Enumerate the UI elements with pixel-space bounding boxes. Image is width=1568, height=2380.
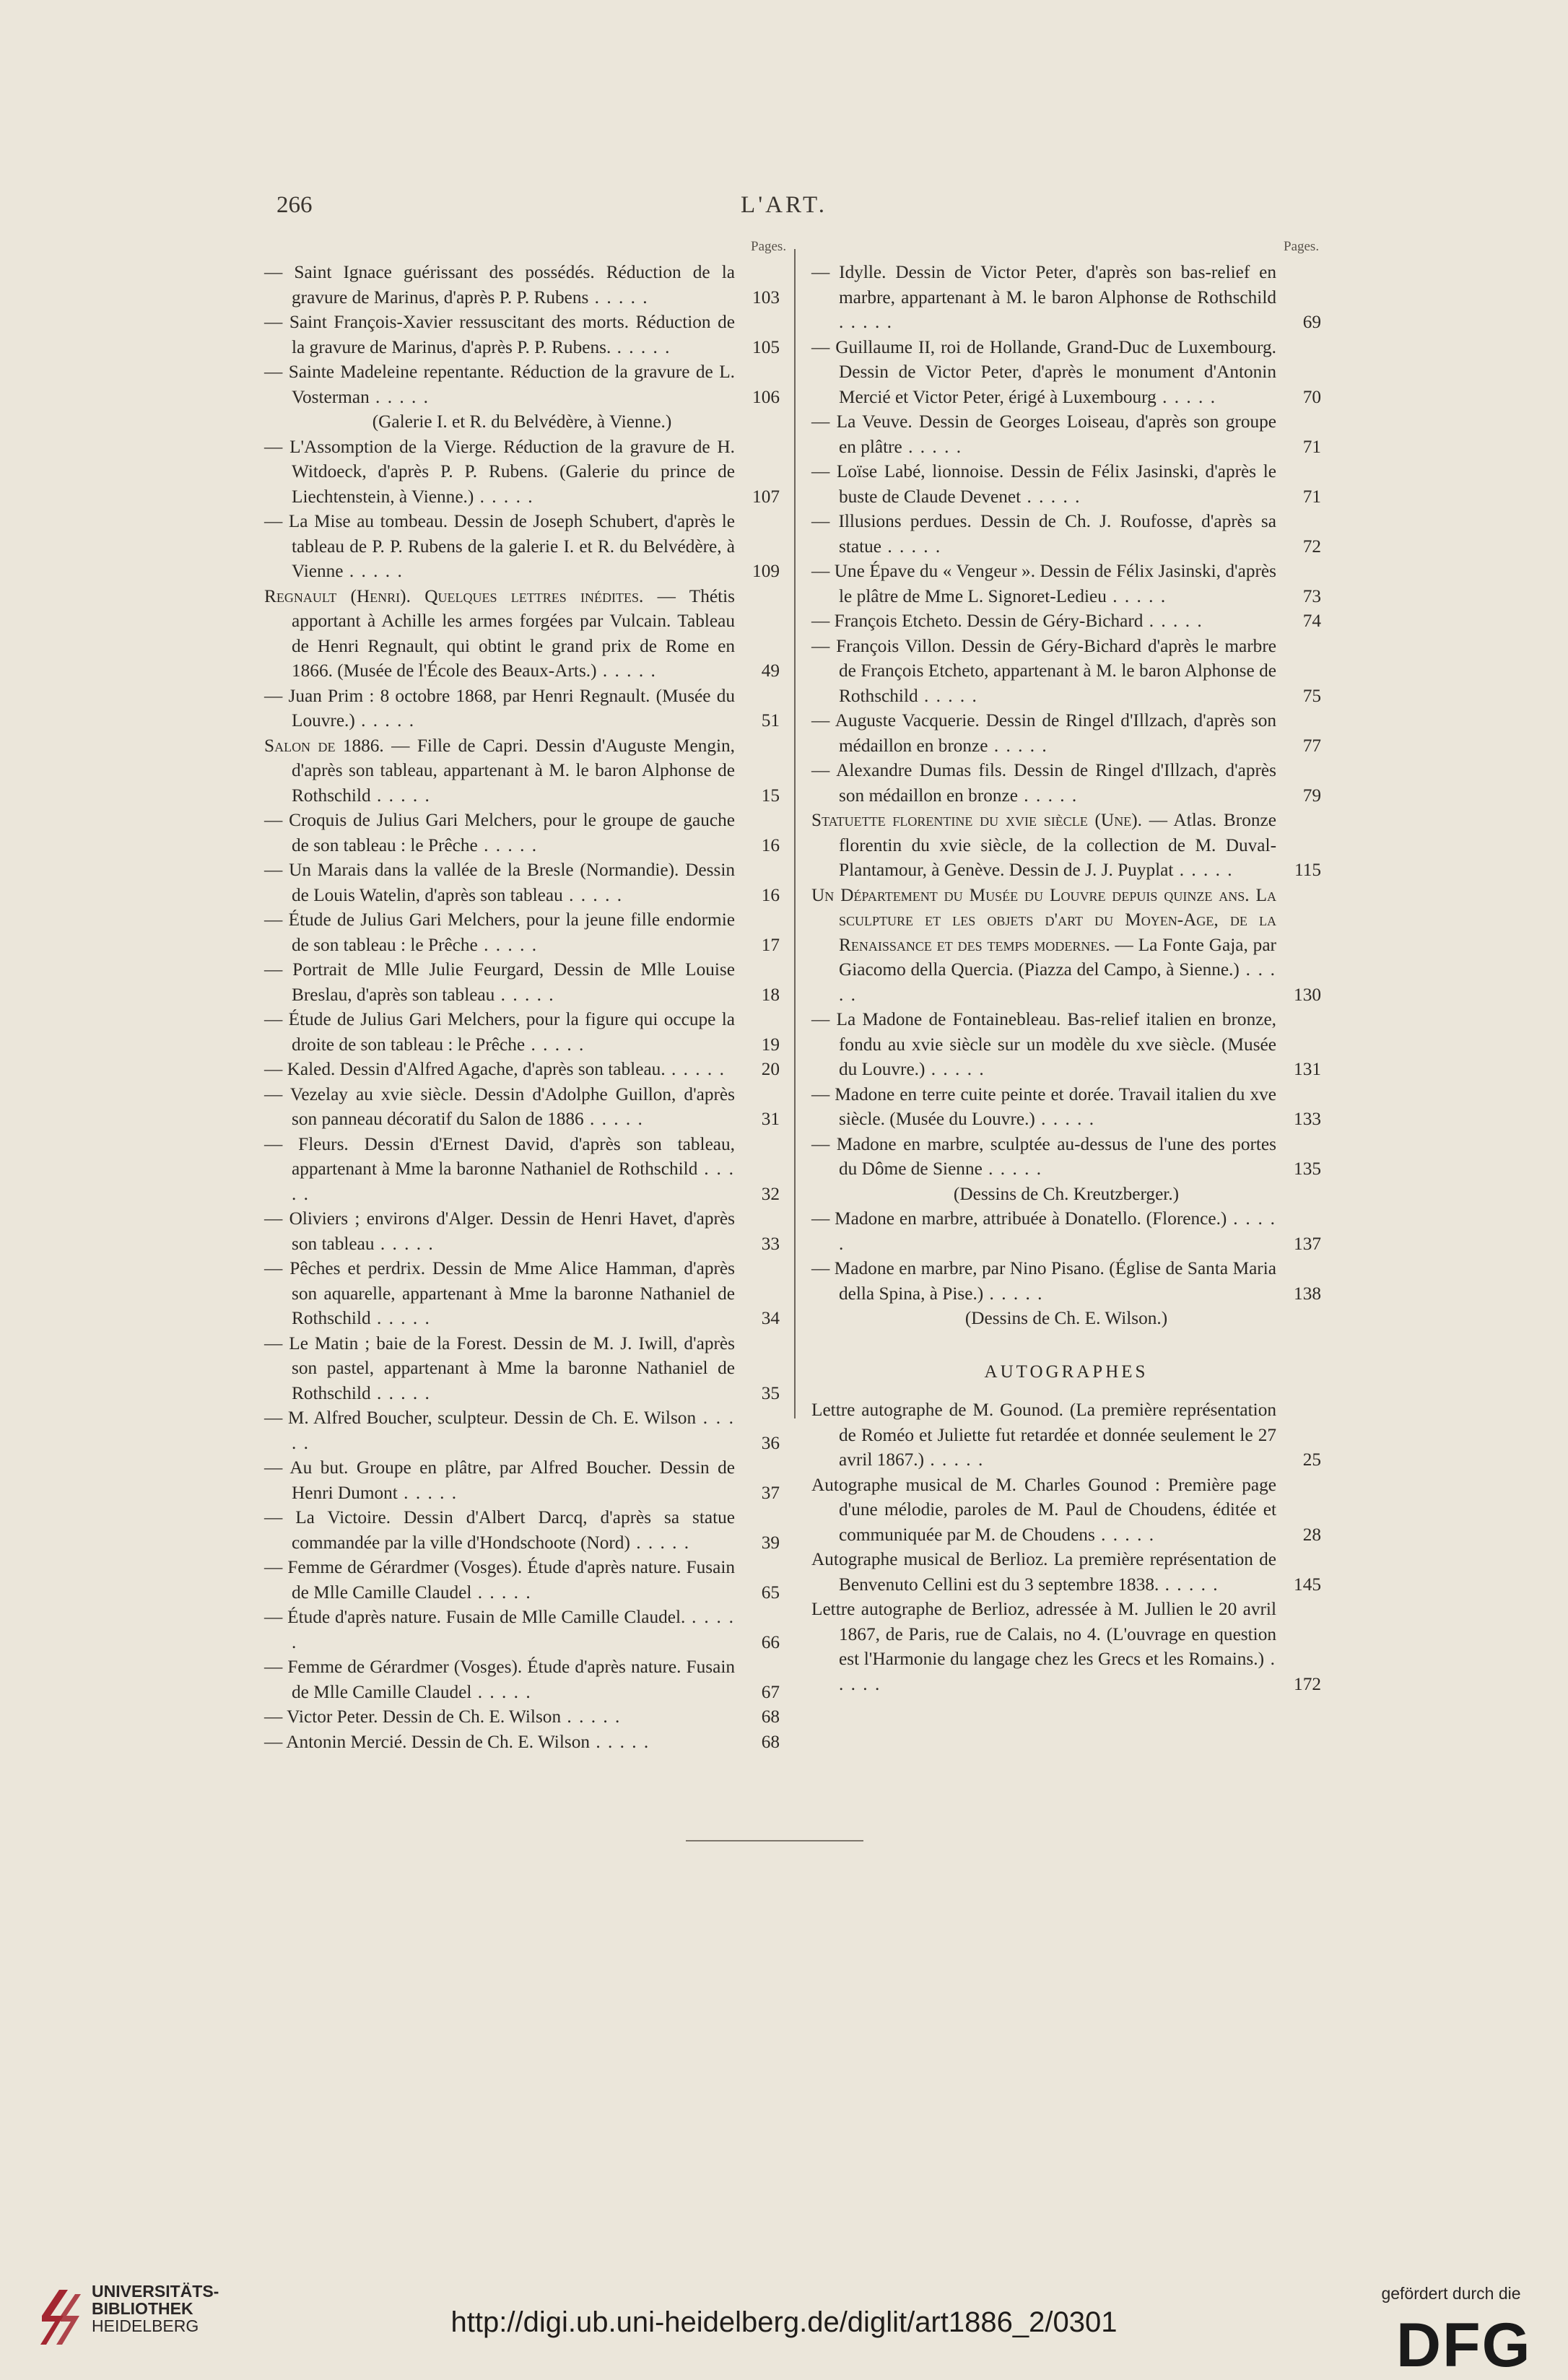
- library-line-3: HEIDELBERG: [92, 2316, 199, 2335]
- entry-page-number: 107: [752, 486, 780, 507]
- index-entry: [264, 1555, 780, 1605]
- index-entry: [264, 957, 780, 1007]
- funding-caption: gefördert durch die: [1381, 2284, 1521, 2303]
- column-divider: [794, 249, 796, 1418]
- leader-dots: . . . . .: [902, 436, 963, 457]
- index-entry: [811, 1007, 1321, 1082]
- leader-dots: . . . . .: [839, 1208, 1277, 1254]
- index-entry: [264, 808, 780, 858]
- leader-dots: . . . . .: [839, 959, 1276, 1005]
- entry-text: Autographe musical de M. Charles Gounod : Première page d'une mélodie, paroles de M. Paul de Choudens, éditée et communiquée par M. de Choudens: [811, 1474, 1276, 1545]
- pages-label-left: Pages.: [751, 239, 787, 254]
- index-entry: [264, 1206, 780, 1256]
- entry-page-number: 37: [761, 1482, 780, 1503]
- leader-dots: . . . . .: [562, 884, 624, 905]
- index-entry: [811, 509, 1321, 559]
- entry-text: — Victor Peter. Dessin de Ch. E. Wilson: [264, 1706, 562, 1727]
- leader-dots: . . . . .: [988, 735, 1048, 756]
- index-entry: [264, 310, 780, 359]
- index-entry: [264, 359, 780, 409]
- entry-text: — François Etcheto. Dessin de Géry-Bichard: [811, 611, 1144, 631]
- leader-dots: . . . . .: [354, 710, 416, 731]
- entry-text: — La Fonte Gaja, par Giacomo della Quercia. (Piazza del Campo, à Sienne.): [839, 934, 1276, 980]
- entry-page-number: 39: [761, 1532, 780, 1553]
- entry-text: — Au but. Groupe en plâtre, par Alfred Boucher. Dessin de Henri Dumont: [264, 1457, 735, 1503]
- entry-page-number: 68: [761, 1731, 780, 1752]
- leader-dots: . . . . .: [1035, 1109, 1096, 1129]
- index-entry: [264, 684, 780, 733]
- entry-page-number: 19: [761, 1034, 780, 1055]
- pages-label-right: Pages.: [1284, 239, 1320, 254]
- entry-text: — La Victoire. Dessin d'Albert Darcq, d'après sa statue commandée par la ville d'Hondschoote (Nord): [264, 1507, 735, 1553]
- bottom-rule: [686, 1840, 863, 1841]
- entry-text: — Sainte Madeleine repentante. Réduction de la gravure de L. Vosterman: [264, 362, 735, 407]
- entry-heading: Salon de 1886.: [264, 735, 384, 756]
- entry-text: — Alexandre Dumas fils. Dessin de Ringel d'Illzach, d'après son médaillon en bronze: [811, 760, 1276, 806]
- index-entry: [811, 1597, 1321, 1696]
- leader-dots: . . . . .: [370, 1308, 431, 1328]
- index-entry: [811, 1306, 1321, 1331]
- entry-heading: Un Département du Musée du Louvre depuis quinze ans. La sculpture et les objets d'art du Moyen-Age, de la Renaissance et des temps modernes.: [811, 884, 1276, 955]
- index-entry: [811, 1182, 1321, 1207]
- leader-dots: . . . . .: [982, 1159, 1043, 1179]
- leader-dots: . . . . .: [292, 1408, 735, 1453]
- permalink-url[interactable]: http://digi.ub.uni-heidelberg.de/diglit/art1886_2/0301: [450, 2306, 1118, 2338]
- leader-dots: . . . . .: [596, 661, 657, 681]
- entry-text: — Femme de Gérardmer (Vosges). Étude d'après nature. Fusain de Mlle Camille Claudel: [264, 1657, 735, 1702]
- leader-dots: . . . . .: [1156, 386, 1217, 407]
- index-entry: [811, 1206, 1321, 1256]
- leader-dots: . . . . .: [630, 1532, 691, 1553]
- entry-text: — Thétis apportant à Achille les armes forgées par Vulcain. Tableau de Henri Regnault, qui obtint le grand prix de Rome en 1866. (Musée de l'École des Beaux-Arts.): [292, 585, 736, 681]
- leader-dots: . . . . .: [1017, 785, 1079, 806]
- autographs-title: AUTOGRAPHES: [984, 1361, 1149, 1382]
- entry-text: — Saint François-Xavier ressuscitant des morts. Réduction de la gravure de Marinus, d'après P. P. Rubens.: [264, 312, 735, 357]
- entry-page-number: 33: [761, 1233, 780, 1254]
- index-entry: [264, 907, 780, 957]
- entry-heading: Regnault (Henri). Quelques lettres inédites.: [264, 585, 644, 606]
- entry-text: (Dessins de Ch. E. Wilson.): [964, 1308, 1168, 1328]
- entry-page-number: 138: [1294, 1283, 1321, 1304]
- entry-page-number: 32: [761, 1183, 780, 1204]
- index-entry: [264, 1057, 780, 1082]
- leader-dots: . . . . .: [1094, 1524, 1156, 1545]
- index-entry: [264, 858, 780, 907]
- leader-dots: . . . . .: [1143, 611, 1203, 631]
- entry-page-number: 67: [761, 1681, 780, 1702]
- index-entry: [811, 260, 1321, 335]
- index-entry: [811, 559, 1321, 609]
- entry-page-number: 31: [761, 1109, 780, 1129]
- entry-text: (Dessins de Ch. Kreutzberger.): [953, 1183, 1180, 1204]
- entry-page-number: 73: [1302, 585, 1321, 606]
- entry-text: — M. Alfred Boucher, sculpteur. Dessin de Ch. E. Wilson: [264, 1408, 697, 1428]
- index-entry: [811, 808, 1321, 883]
- index-entry: [264, 1455, 780, 1505]
- entry-text: — Madone en marbre, sculptée au-dessus de l'une des portes du Dôme de Sienne: [811, 1133, 1276, 1179]
- entry-page-number: 68: [761, 1706, 780, 1727]
- entry-page-number: 34: [761, 1308, 780, 1328]
- entry-text: — Juan Prim : 8 octobre 1868, par Henri Regnault. (Musée du Louvre.): [264, 685, 735, 731]
- index-entry: [264, 509, 780, 584]
- leader-dots: . . . . .: [588, 287, 649, 308]
- entry-text: — Saint Ignace guérissant des possédés. Réduction de la gravure de Marinus, d'après P. P. Rubens: [264, 262, 735, 308]
- leader-dots: . . . . .: [525, 1034, 585, 1055]
- entry-page-number: 70: [1302, 386, 1321, 407]
- entry-text: — Guillaume II, roi de Hollande, Grand-Duc de Luxembourg. Dessin de Victor Peter, d'après le monument d'Antonin Mercié et Victor Peter, érigé à Luxembourg: [811, 336, 1276, 407]
- leader-dots: . . . . .: [1106, 585, 1167, 606]
- index-entry: [264, 1730, 780, 1755]
- entry-page-number: 75: [1302, 685, 1321, 706]
- leader-dots: . . . . .: [471, 1582, 532, 1603]
- index-entry: [264, 1505, 780, 1555]
- leader-dots: . . . . .: [370, 785, 431, 806]
- leader-dots: . . . . .: [374, 1233, 435, 1254]
- leader-dots: . . . . .: [918, 685, 978, 706]
- entry-text: — Fleurs. Dessin d'Ernest David, d'après son tableau, appartenant à Mme la baronne Nathaniel de Rothschild: [264, 1133, 735, 1179]
- entry-text: — Madone en terre cuite peinte et dorée. Travail italien du xve siècle. (Musée du Louvre.): [811, 1084, 1276, 1129]
- entry-text: — Pêches et perdrix. Dessin de Mme Alice Hamman, d'après son aquarelle, appartenant à Mme la baronne Nathaniel de Rothschild: [264, 1258, 735, 1328]
- entry-text: — Atlas. Bronze florentin du xvie siècle, de la collection de M. Duval-Plantamour, à Genève. Dessin de J. J. Puyplat: [839, 810, 1276, 880]
- leader-dots: . . . . .: [561, 1706, 622, 1727]
- entry-page-number: 49: [761, 661, 780, 681]
- index-entry: [811, 609, 1321, 634]
- index-entry: [811, 459, 1321, 509]
- entry-page-number: 109: [752, 561, 780, 581]
- entry-page-number: 106: [752, 386, 780, 407]
- index-entry: [264, 1331, 780, 1406]
- entry-text: — Vezelay au xvie siècle. Dessin d'Adolphe Guillon, d'après son panneau décoratif du Salon de 1886: [264, 1084, 735, 1129]
- entry-text: — Fille de Capri. Dessin d'Auguste Mengin, d'après son tableau, appartenant à M. le baron Alphonse de Rothschild: [292, 735, 735, 806]
- entry-text: — Un Marais dans la vallée de la Bresle (Normandie). Dessin de Louis Watelin, d'après son tableau: [264, 860, 735, 905]
- entry-text: — La Veuve. Dessin de Georges Loiseau, d'après son groupe en plâtre: [811, 411, 1276, 457]
- entry-page-number: 16: [761, 884, 780, 905]
- leader-dots: . . . . .: [1173, 860, 1234, 880]
- leader-dots: . . . . .: [370, 1382, 431, 1403]
- entry-text: — Loïse Labé, lionnoise. Dessin de Félix Jasinski, d'après le buste de Claude Devenet: [811, 461, 1276, 507]
- leader-dots: . . . . .: [590, 1731, 650, 1752]
- index-entry: [264, 584, 780, 684]
- leader-dots: . . . . .: [924, 1450, 985, 1470]
- leader-dots: . . . . .: [343, 561, 404, 581]
- leader-dots: . . . . .: [839, 1649, 1276, 1694]
- entry-page-number: 71: [1302, 486, 1321, 507]
- leader-dots: . . . . .: [925, 1059, 985, 1079]
- entry-text: — Étude de Julius Gari Melchers, pour la jeune fille endormie de son tableau : le Prêche: [264, 910, 735, 955]
- leader-dots: . . . . .: [1159, 1574, 1219, 1595]
- leader-dots: . . . . .: [477, 934, 539, 955]
- entry-page-number: 66: [761, 1631, 780, 1652]
- index-entry: [264, 1007, 780, 1057]
- entry-page-number: 65: [761, 1582, 780, 1603]
- entry-page-number: 137: [1294, 1233, 1321, 1254]
- entry-page-number: 69: [1302, 312, 1321, 332]
- index-entry: [264, 1605, 780, 1655]
- index-entry: [811, 1398, 1321, 1473]
- index-entry: [264, 260, 780, 310]
- index-entry: [811, 1132, 1321, 1182]
- leader-dots: . . . . .: [1021, 486, 1081, 507]
- index-entry: [811, 1082, 1321, 1132]
- leader-dots: . . . . .: [477, 834, 539, 855]
- entry-page-number: 133: [1294, 1109, 1321, 1129]
- entry-text: — La Mise au tombeau. Dessin de Joseph Schubert, d'après le tableau de P. P. Rubens de la galerie I. et R. du Belvédère, à Vienne: [264, 511, 735, 581]
- leader-dots: . . . . .: [881, 536, 942, 557]
- entry-page-number: 25: [1302, 1450, 1321, 1470]
- entry-text: — Femme de Gérardmer (Vosges). Étude d'après nature. Fusain de Mlle Camille Claudel: [264, 1557, 735, 1603]
- leader-dots: . . . . .: [397, 1482, 458, 1503]
- entry-text: — Antonin Mercié. Dessin de Ch. E. Wilson: [264, 1731, 591, 1752]
- leader-dots: . . . . .: [665, 1059, 726, 1079]
- leader-dots: . . . . .: [611, 336, 671, 357]
- entry-page-number: 131: [1294, 1059, 1321, 1079]
- entry-page-number: 135: [1294, 1159, 1321, 1179]
- entry-page-number: 130: [1294, 984, 1321, 1005]
- entry-page-number: 35: [761, 1382, 780, 1403]
- entry-text: — Illusions perdues. Dessin de Ch. J. Roufosse, d'après sa statue: [811, 511, 1276, 557]
- entry-text: — L'Assomption de la Vierge. Réduction de la gravure de H. Witdoeck, d'après P. P. Rubens. (Galerie du prince de Liechtenstein, à Vienne.): [264, 436, 735, 507]
- entry-text: — Auguste Vacquerie. Dessin de Ringel d'Illzach, d'après son médaillon en bronze: [811, 710, 1276, 756]
- entry-text: — Le Matin ; baie de la Forest. Dessin de M. J. Iwill, d'après son pastel, appartenant à Mme la baronne Nathaniel de Rothschild: [264, 1333, 735, 1403]
- leader-dots: . . . . .: [495, 984, 555, 1005]
- right-column: [811, 260, 1321, 1696]
- entry-page-number: 72: [1302, 536, 1321, 557]
- entry-text: — François Villon. Dessin de Géry-Bichard d'après le marbre de François Etcheto, appartenant à M. le baron Alphonse de Rothschild: [811, 635, 1276, 706]
- entry-text: — Madone en marbre, attribuée à Donatello. (Florence.): [811, 1208, 1227, 1229]
- entry-text: — Oliviers ; environs d'Alger. Dessin de Henri Havet, d'après son tableau: [264, 1208, 735, 1254]
- leader-dots: . . . . .: [839, 312, 893, 332]
- dfg-logo: DFG: [1396, 2311, 1532, 2380]
- entry-page-number: 74: [1302, 611, 1321, 631]
- entry-text: (Galerie I. et R. du Belvédère, à Vienne.): [372, 411, 672, 432]
- index-entry: [811, 883, 1321, 1008]
- index-entry: [264, 1655, 780, 1704]
- entry-page-number: 79: [1302, 785, 1321, 806]
- entry-page-number: 17: [761, 934, 780, 955]
- index-entry: [811, 1473, 1321, 1548]
- index-entry: [811, 758, 1321, 808]
- page-number: 266: [276, 192, 313, 218]
- entry-text: Lettre autographe de Berlioz, adressée à M. Jullien le 20 avril 1867, de Paris, rue de Calais, no 4. (L'ouvrage en question est l'Harmonie du langage chez les Grecs et les Romains.): [811, 1599, 1276, 1669]
- entry-page-number: 18: [761, 984, 780, 1005]
- entry-page-number: 51: [761, 710, 780, 731]
- entry-text: — Une Épave du « Vengeur ». Dessin de Félix Jasinski, d'après le plâtre de Mme L. Signoret-Ledieu: [811, 561, 1276, 606]
- leader-dots: . . . . .: [369, 386, 430, 407]
- index-entry: [264, 1704, 780, 1730]
- entry-page-number: 145: [1294, 1574, 1321, 1595]
- entry-page-number: 77: [1302, 735, 1321, 756]
- index-entry: [264, 1405, 780, 1455]
- entry-text: — Madone en marbre, par Nino Pisano. (Église de Santa Maria della Spina, à Pise.): [811, 1258, 1276, 1304]
- entry-text: Lettre autographe de M. Gounod. (La première représentation de Roméo et Juliette fut retardée et donnée seulement le 27 avril 1867.): [811, 1400, 1276, 1470]
- index-entry: [264, 1256, 780, 1331]
- entry-text: Autographe musical de Berlioz. La première représentation de Benvenuto Cellini est du 3 septembre 1838.: [811, 1549, 1276, 1595]
- entry-text: — Étude de Julius Gari Melchers, pour la figure qui occupe la droite de son tableau : le Prêche: [264, 1009, 735, 1055]
- index-entry: [811, 1547, 1321, 1597]
- index-entry: [264, 409, 780, 435]
- entry-page-number: 20: [761, 1059, 780, 1079]
- entry-page-number: 71: [1302, 436, 1321, 457]
- entry-text: — Portrait de Mlle Julie Feurgard, Dessin de Mlle Louise Breslau, d'après son tableau: [264, 959, 735, 1005]
- entry-page-number: 15: [761, 785, 780, 806]
- index-entry: [811, 409, 1321, 459]
- entry-text: — Étude d'après nature. Fusain de Mlle Camille Claudel.: [264, 1607, 686, 1627]
- leader-dots: . . . . .: [292, 1159, 735, 1204]
- entry-page-number: 103: [752, 287, 780, 308]
- entry-heading: Statuette florentine du xvie siècle (Une).: [811, 810, 1142, 830]
- entry-page-number: 172: [1294, 1673, 1321, 1694]
- entry-page-number: 115: [1294, 860, 1321, 880]
- entry-text: — Idylle. Dessin de Victor Peter, d'après son bas-relief en marbre, appartenant à M. le baron Alphonse de Rothschild: [811, 262, 1276, 308]
- running-head: L'ART.: [741, 192, 827, 218]
- entry-page-number: 36: [761, 1432, 780, 1453]
- left-column: [264, 260, 780, 1754]
- index-entry: [811, 335, 1321, 410]
- leader-dots: . . . . .: [471, 1681, 532, 1702]
- index-entry: [811, 708, 1321, 758]
- entry-text: — Kaled. Dessin d'Alfred Agache, d'après son tableau.: [264, 1059, 666, 1079]
- entry-text: — Croquis de Julius Gari Melchers, pour le groupe de gauche de son tableau : le Prêche: [264, 810, 735, 855]
- leader-dots: . . . . .: [474, 486, 534, 507]
- index-entry: [811, 1256, 1321, 1306]
- entry-page-number: 16: [761, 834, 780, 855]
- leader-dots: . . . . .: [583, 1109, 644, 1129]
- library-line-1: UNIVERSITÄTS-: [92, 2282, 219, 2301]
- entry-page-number: 28: [1302, 1524, 1321, 1545]
- index-entry: [264, 435, 780, 510]
- index-entry: [264, 733, 780, 808]
- index-entry: [811, 634, 1321, 709]
- index-entry: [264, 1132, 780, 1207]
- leader-dots: . . . . .: [983, 1283, 1044, 1304]
- library-line-2: BIBLIOTHEK: [92, 2299, 193, 2318]
- index-entry: [264, 1082, 780, 1132]
- entry-text: — La Madone de Fontainebleau. Bas-relief italien en bronze, fondu au xvie siècle sur un modèle du xve siècle. (Musée du Louvre.): [811, 1009, 1276, 1079]
- entry-page-number: 105: [752, 336, 780, 357]
- footer: [0, 2265, 1568, 2380]
- leader-dots: . . . . .: [292, 1607, 735, 1652]
